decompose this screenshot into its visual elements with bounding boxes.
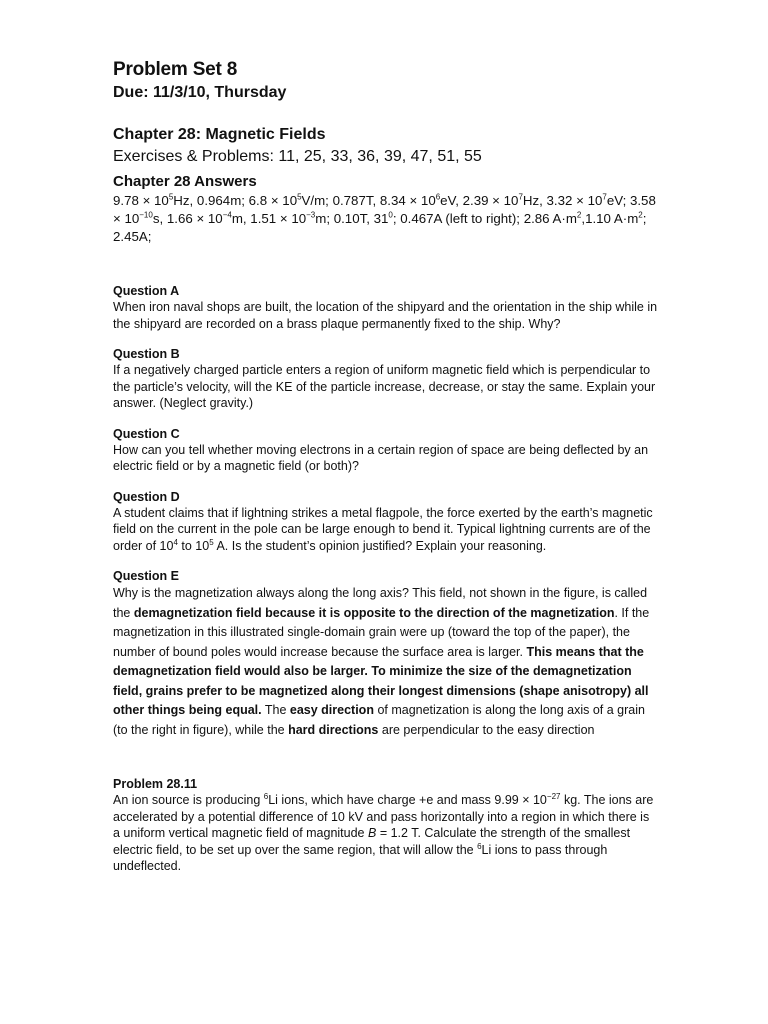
answer-segment: eV, 2.39 × 10 (440, 193, 519, 208)
question-b (113, 346, 658, 412)
question-d-heading: Question D (113, 489, 180, 504)
question-d-segment: A student claims that if lightning strikes a metal flagpole, the force exerted by the earth’s magnetic field on the current in the pole can be large enough to bend it. Typical lightning currents are of the order of 10 (113, 505, 653, 553)
problem-text (113, 792, 658, 875)
question-e-segment: are perpendicular to the easy direction (378, 722, 595, 737)
question-e (113, 568, 658, 740)
problem-segment: An ion source is producing (113, 793, 264, 807)
question-e-text (113, 584, 658, 740)
answer-segment: eV; 3.58 × 10 (113, 193, 656, 226)
answers-text (113, 192, 658, 246)
question-e-segment: The (261, 703, 290, 717)
answer-segment: ; 2.45A; (113, 211, 647, 244)
question-a (113, 283, 658, 332)
problem-segment: Li ions, which have charge +e and mass 9.99 × 10 (268, 793, 547, 807)
answer-segment: Hz, 3.32 × 10 (522, 193, 603, 208)
question-e-segment: Why is the magnetization always along the long axis? This field, not shown in the figure, is called the (113, 586, 648, 620)
question-e-segment: . If the magnetization in this illustrated single-domain grain were up (toward the top of the paper), the number of bound poles would increase because the surface area is larger. (113, 605, 650, 659)
answer-segment: m, 1.51 × 10 (231, 211, 307, 226)
answer-exponent: −4 (222, 210, 232, 220)
answer-exponent: −10 (139, 210, 153, 220)
question-b-text: If a negatively charged particle enters a region of uniform magnetic field which is perpendicular to the particle’s velocity, will the KE of the particle increase, decrease, or stay the same. Explain your answer. (Neglect gravity.) (113, 363, 656, 410)
question-e-bold-segment: easy direction (289, 703, 374, 717)
answer-segment: ,1.10 A·m (581, 211, 639, 226)
problem-28-11 (113, 776, 658, 875)
problem-variable: B (368, 826, 377, 840)
question-d-text (113, 505, 658, 555)
question-e-segment: of magnetization is along the long axis of a grain (to the right in figure), while the (113, 703, 645, 737)
answer-exponent: 2 (576, 210, 582, 220)
answer-exponent: 7 (602, 192, 607, 202)
question-d-exponent: 4 (173, 537, 178, 547)
question-c-heading: Question C (113, 426, 180, 441)
question-c-text: How can you tell whether moving electrons in a certain region of space are being deflected by an electric field or by a magnetic field (or both)? (113, 442, 649, 473)
answer-segment: 9.78 × 10 (113, 193, 169, 208)
page-title: Problem Set 8 (113, 59, 238, 80)
chapter-heading: Chapter 28: Magnetic Fields (113, 126, 326, 143)
answer-exponent: 5 (168, 192, 174, 202)
question-a-heading: Question A (113, 284, 180, 298)
question-e-bold-segment: This means that the demagnetization field would also be larger. To minimize the size of the demagnetization field, grains prefer to be magnetized along their longest dimensions (shape anisotropy) all other things being equal. (113, 644, 649, 717)
problem-segment: Li ions to pass through undeflected. (113, 842, 608, 873)
problem-superscript: −27 (546, 791, 561, 801)
answers-heading: Chapter 28 Answers (113, 173, 257, 190)
answer-exponent: −3 (306, 210, 316, 220)
problem-segment: = 1.2 T. Calculate the strength of the smallest electric field, to be set up over the same region, that will allow the (113, 826, 631, 857)
answer-exponent: 7 (518, 192, 523, 202)
answer-segment: ; 0.467A (left to right); 2.86 A·m (392, 211, 577, 226)
answer-exponent: 0 (388, 210, 393, 220)
document-content (113, 58, 658, 875)
problem-segment: kg. The ions are accelerated by a potential difference of 10 kV and pass horizontally into a region in which there is a uniform vertical magnetic field of magnitude (113, 793, 654, 840)
question-e-bold-segment: demagnetization field because it is opposite to the direction of the magnetization (133, 605, 615, 620)
question-e-bold-segment: hard directions (288, 722, 379, 737)
question-a-text: When iron naval shops are built, the location of the shipyard and the orientation in the ship while in the shipyard are recorded on a brass plaque permanently fixed to the ship. Why? (113, 300, 658, 331)
answer-segment: m; 0.10T, 31 (315, 211, 389, 226)
answer-exponent: 2 (638, 210, 643, 220)
problem-superscript: 6 (263, 791, 269, 801)
question-e-heading: Question E (113, 569, 179, 583)
question-d-segment: A. Is the student’s opinion justified? Explain your reasoning. (213, 538, 547, 553)
answer-segment: Hz, 0.964m; 6.8 × 10 (173, 193, 298, 208)
due-date: Due: 11/3/10, Thursday (113, 84, 287, 101)
problem-superscript: 6 (477, 841, 482, 851)
question-b-heading: Question B (113, 347, 180, 361)
question-c (113, 426, 658, 475)
answer-segment: V/m; 0.787T, 8.34 × 10 (301, 193, 436, 208)
question-d-exponent: 5 (209, 537, 214, 547)
exercise-list: Exercises & Problems: 11, 25, 33, 36, 39, 47, 51, 55 (113, 148, 482, 165)
question-d-segment: to 10 (177, 538, 210, 553)
answer-exponent: 5 (297, 192, 302, 202)
answer-exponent: 6 (435, 192, 441, 202)
question-d (113, 489, 658, 555)
problem-heading: Problem 28.11 (113, 777, 198, 791)
answer-segment: s, 1.66 × 10 (152, 211, 223, 226)
